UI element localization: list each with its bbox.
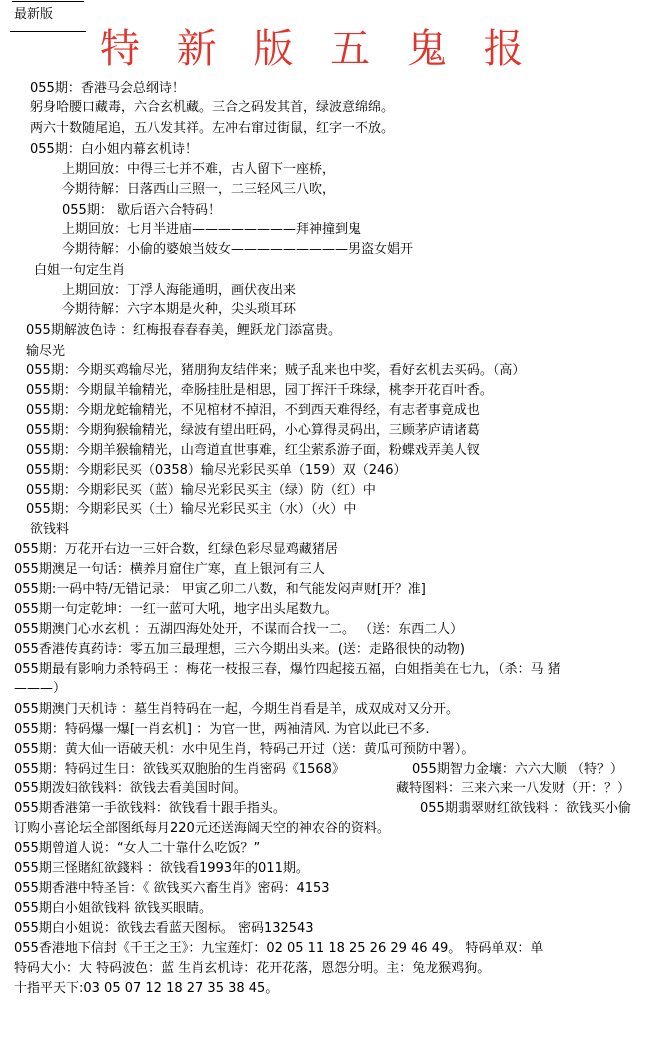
text-line: 055香港地下信封《千王之王》：九宝莲灯：02 05 11 18 25 26 29 46 49。 特码单双：单 bbox=[14, 941, 544, 956]
page-title: 特 新 版 五 鬼 报 bbox=[100, 26, 536, 72]
text-line: 055期白小姐说：欲钱去看蓝天图标。 密码132543 bbox=[14, 921, 314, 936]
text-line: 055期澳门心水玄机 ：五湖四海处处开，不谋而合找一二。 （送：东西二人） bbox=[14, 622, 464, 637]
text-line: 055期：今期彩民买（蓝）输尽光彩民买主（绿）防（红）中 bbox=[26, 483, 376, 498]
text-line: 055期：白小姐内幕玄机诗！ bbox=[30, 142, 198, 157]
text-line: 055期智力金壤：六六大顺 （特？） bbox=[412, 762, 623, 777]
text-line: 055期最有影响力杀特码王 ：梅花一枝报三春，爆竹四起接五福，白姐指美在七九，（杀：马 猪 bbox=[14, 662, 561, 677]
text-line: 055期香港中特圣旨：《 欲钱买六畜生肖》密码：4153 bbox=[14, 881, 330, 896]
text-line: 055期：今期羊猴输精光，山弯道直世事难，红尘萦系游子面，粉蝶戏弄美人钗 bbox=[26, 443, 480, 458]
top-rule bbox=[12, 1, 84, 2]
text-line: 今期待解：日落西山三照一，二三轻风三八吹， bbox=[62, 182, 336, 197]
text-line: 055期曾道人说：“女人二十靠什么吃饭？” bbox=[14, 841, 261, 856]
text-line: 白姐一句定生肖 bbox=[34, 263, 126, 278]
text-line: 055期：今期鼠羊输精光，牵肠挂肚是相思，园丁挥汗千珠绿，桃李开花百叶香。 bbox=[26, 383, 493, 398]
badge-underline bbox=[10, 31, 86, 32]
text-line: 055期泼妇欲钱料：欲钱去看美国时间。 bbox=[14, 781, 247, 796]
text-line: 055期三怪賭紅欲錢料 ：欲钱看1993年的011期。 bbox=[14, 861, 309, 876]
text-line: 055期翡翠财红欲钱料 ：欲钱买小偷 bbox=[420, 801, 631, 816]
text-line: 055期：今期狗猴输精光，绿波有望出旺码，小心算得灵码出，三顾茅庐请诸葛 bbox=[26, 423, 480, 438]
text-line: 055期一句定乾坤：一红一蓝可大吼，地字出头尾数九。 bbox=[14, 602, 338, 617]
text-line: 上期回放：中得三七并不难，古人留下一座桥， bbox=[62, 162, 336, 177]
text-line: 躬身哈腰口藏毒，六合玄机藏。三合之码发其首，绿波意绵绵。 bbox=[30, 100, 395, 115]
text-line: 055期白小姐欲钱料 欲钱买眼睛。 bbox=[14, 901, 212, 916]
text-line: 特码大小：大 特码波色：蓝 生肖玄机诗：花开花落，恩怨分明。主：兔龙猴鸡狗。 bbox=[14, 961, 491, 976]
text-line: 上期回放：七月半进庙————————拜神撞到鬼 bbox=[62, 222, 362, 237]
text-line: 055期澳足一句话：横养月窟住广寒，直上银河有三人 bbox=[14, 562, 325, 577]
text-line: 055期：今期龙蛇输精光，不见棺材不掉泪，不到西天难得经，有志者事竟成也 bbox=[26, 403, 480, 418]
text-line: 055期：今期彩民买（土）输尽光彩民买主（水）（火）中 bbox=[26, 502, 357, 517]
text-line: 055期：黄大仙一语破天机：水中见生肖，特码己开过（送：黄瓜可预防中署）。 bbox=[14, 742, 475, 757]
text-line: 上期回放：丁浮人海能通明，画伏夜出来 bbox=[62, 283, 297, 298]
text-line: 055期：香港马会总纲诗！ bbox=[30, 81, 185, 96]
text-line: 055期澳门天机诗 ：墓生肖特码在一起，今期生肖看是羊，成双成对又分开。 bbox=[14, 702, 459, 717]
text-line: 欲钱料 bbox=[30, 522, 70, 537]
text-line: 今期待解：六字本期是火种，尖头琐耳环 bbox=[62, 302, 297, 317]
text-line: 055期:一码中特/无错记录： 甲寅乙卯二八数，和气能发闷声财[开？准] bbox=[14, 582, 426, 597]
text-line: 055期：特码爆一爆[一肖玄机] ：为官一世，两袖清风. 为官以此已不多. bbox=[14, 722, 430, 737]
text-line: 订购小喜论坛全部图纸每月220元还送海阔天空的神农谷的资料。 bbox=[14, 821, 390, 836]
text-line: 十指平天下:03 05 07 12 18 27 35 38 45。 bbox=[14, 981, 279, 996]
text-line: 055期：万花开右边一三奸合数，红绿色彩尽显鸡藏猪居 bbox=[14, 542, 338, 557]
text-line: 两六十数随尾追，五八发其祥。左冲右窜过街鼠，红字一不放。 bbox=[30, 121, 395, 136]
text-line: 055期：今期彩民买（0358）输尽光彩民买单（159）双（246） bbox=[26, 463, 407, 478]
text-line: 055期：特码过生日：欲钱买双胞胎的生肖密码《1568》 bbox=[14, 762, 345, 777]
edition-badge: 最新版 bbox=[14, 7, 54, 22]
text-line: 输尽光 bbox=[26, 344, 66, 359]
text-line: 055香港传真药诗：零五加三最理想，三六今期出头来。(送：走路很快的动物) bbox=[14, 642, 465, 657]
text-line: 055期： 歇后语六合特码！ bbox=[62, 203, 221, 218]
text-line: 055期解波色诗 ：红梅报春春春美，鲤跃龙门添富贵。 bbox=[26, 323, 341, 338]
text-line: 藏特图料：三来六来一八发财（开：？） bbox=[396, 781, 631, 796]
text-line: 今期待解：小偷的婆娘当妓女—————————男盗女娼开 bbox=[62, 242, 414, 257]
text-line: 055期香港第一手欲钱料：欲钱看十跟手指头。 bbox=[14, 801, 286, 816]
text-line: ———） bbox=[14, 681, 67, 696]
text-line: 055期：今期买鸡输尽光，猪朋狗友结伴来；贼子乱来也中奖，看好玄机去买码。（高） bbox=[26, 363, 526, 378]
